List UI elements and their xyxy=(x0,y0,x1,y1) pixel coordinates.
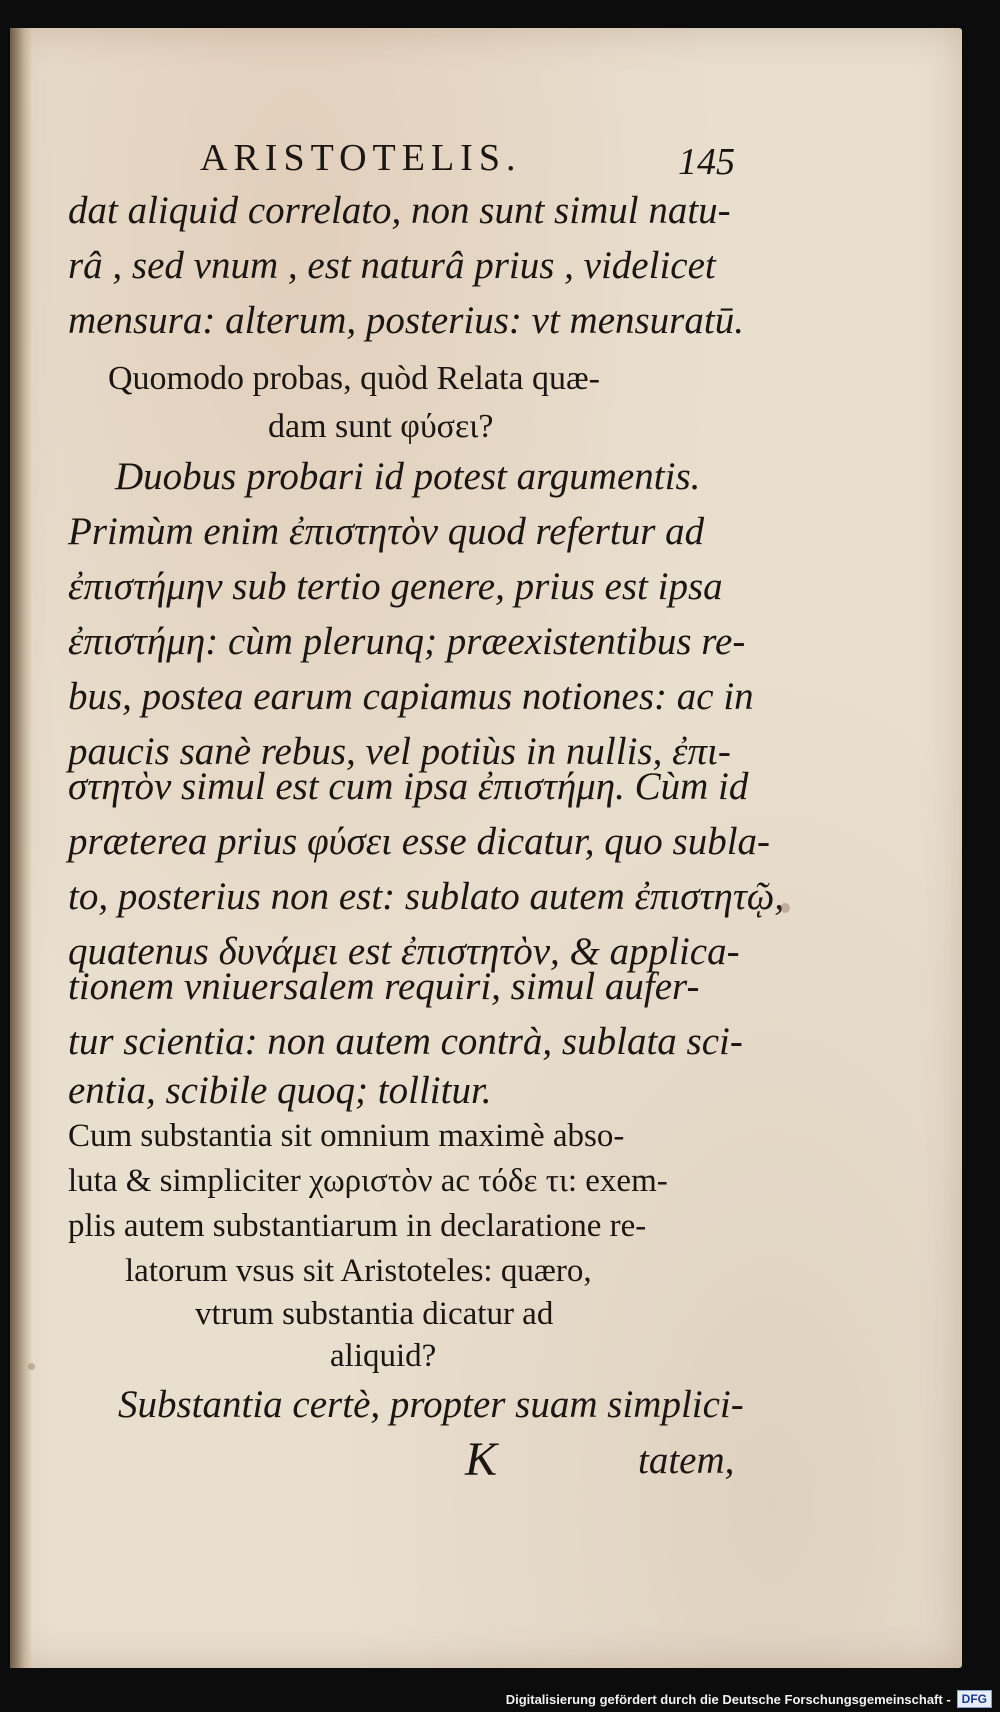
book-page xyxy=(10,28,962,1668)
text-line: bus, postea earum capiamus notiones: ac in xyxy=(68,675,754,718)
paper-stain xyxy=(780,903,790,913)
text-line: tur scientia: non autem contrà, sublata sci- xyxy=(68,1020,743,1063)
text-line: mensura: alterum, posterius: vt mensuratū. xyxy=(68,299,744,342)
text-line: Substantia certè, propter suam simplici- xyxy=(118,1383,744,1426)
catchword: tatem, xyxy=(638,1439,735,1482)
question-line: luta & simpliciter χωριστὸν ac τόδε τι: exem- xyxy=(68,1163,668,1199)
question-line: aliquid? xyxy=(330,1338,437,1374)
question-line: plis autem substantiarum in declaratione re- xyxy=(68,1208,647,1244)
text-line: râ , sed vnum , est naturâ prius , videlicet xyxy=(68,244,716,287)
text-line: quatenus δυνάμει est ἐπιστητὸν, & applica- xyxy=(68,930,740,973)
text-line: paucis sanè rebus, vel potiùs in nullis, ἐπι- xyxy=(68,730,731,773)
question-line: vtrum substantia dicatur ad xyxy=(195,1296,554,1332)
text-line: tionem vniuersalem requiri, simul aufer- xyxy=(68,965,700,1008)
question-line: dam sunt φύσει? xyxy=(268,408,494,445)
signature-mark: K xyxy=(465,1433,498,1486)
question-line: Quomodo probas, quòd Relata quæ- xyxy=(108,360,600,397)
text-line: ἐπιστήμην sub tertio genere, prius est ipsa xyxy=(68,565,723,608)
text-line: ἐπιστήμη: cùm plerunq; præexistentibus re- xyxy=(68,620,746,663)
text-line: στητὸν simul est cum ipsa ἐπιστήμη. Cùm id xyxy=(68,765,749,808)
paper-stain xyxy=(28,1363,35,1370)
text-line: dat aliquid correlato, non sunt simul natu- xyxy=(68,189,731,232)
question-line: Cum substantia sit omnium maximè abso- xyxy=(68,1118,625,1154)
text-line: Primùm enim ἐπιστητὸν quod refertur ad xyxy=(68,510,705,553)
footer-credit: Digitalisierung gefördert durch die Deutsche Forschungsgemeinschaft - xyxy=(505,1691,951,1707)
text-line: entia, scibile quoq; tollitur. xyxy=(68,1069,492,1112)
text-line: præterea prius φύσει esse dicatur, quo subla- xyxy=(68,820,771,863)
page-number: 145 xyxy=(678,141,735,183)
text-line: to, posterius non est: sublato autem ἐπιστητῷ, xyxy=(68,875,785,918)
digitization-footer xyxy=(506,1688,992,1710)
text-line: Duobus probari id potest argumentis. xyxy=(115,455,701,498)
question-line: latorum vsus sit Aristoteles: quæro, xyxy=(125,1253,592,1289)
dfg-logo: DFG xyxy=(957,1690,992,1708)
running-header: ARISTOTELIS. xyxy=(200,137,522,179)
page-text xyxy=(10,28,962,1668)
